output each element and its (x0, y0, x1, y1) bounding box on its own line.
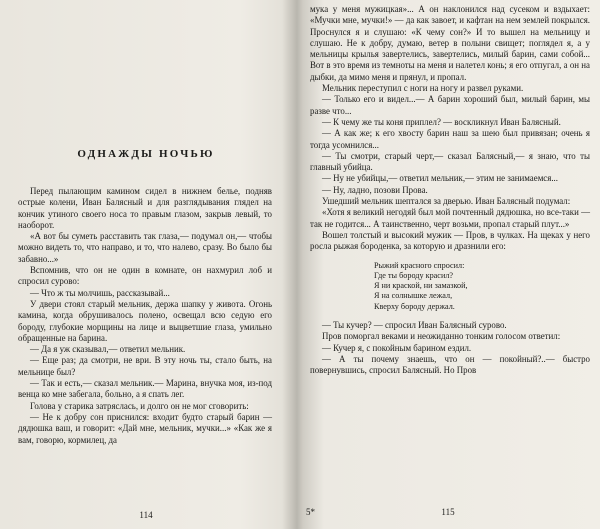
right-page-text (310, 4, 590, 377)
verse-line: Я ни краской, ни замазкой, (374, 281, 468, 291)
signature-mark: 5* (306, 507, 315, 517)
paragraph: — Что ж ты молчишь, рассказывай... (30, 287, 170, 298)
paragraph: — Не к добру сон приснился: входит будто старый барин — дядюшка ваш, и говорит: «Дай мне, мельник, мучки...» «Как же я вам, говорю, кормилец, да (18, 411, 272, 445)
paragraph: Ушедший мельник шептался за дверью. Иван Балясный подумал: (322, 196, 571, 207)
verse-line: Где ты бороду красил? (374, 270, 454, 280)
paragraph: — Только его и видел...— А барин хороший был, милый барин, мы разве что... (310, 94, 590, 116)
verse-line: Рыжий красного спросил: (374, 260, 465, 270)
paragraph: Перед пылающим камином сидел в нижнем белье, подняв острые колени, Иван Балясный и для разглядывания глядел на кончик утиного своего носа то правым глазом, закрыв левый, то наоборот. (18, 186, 272, 230)
page-number: 115 (441, 507, 455, 517)
left-page (0, 0, 292, 529)
paragraph: У двери стоял старый мельник, держа шапку у живота. Огонь камина, когда обрушивалось полено, освещал всю седую его бороду, глубокие морщины на лице и выцветшие глаза, умильно обращенные на барина. (18, 298, 272, 343)
page-number: 114 (139, 510, 153, 520)
paragraph: Вспомнив, что он не один в комнате, он нахмурил лоб и спросил сурово: (18, 265, 272, 287)
verse-block (374, 261, 590, 312)
story-title: ОДНАЖДЫ НОЧЬЮ (77, 148, 215, 160)
paragraph: мука у меня мужицкая»... А он наклонился над сусеком и вздыхает: «Мучки мне, мучки!» — да как завоет, и кафтан на нем землей покрылся. Проснулся я и слушаю: «К чему сон?» И то вышел на мельницу и слушаю. Не к добру, думаю, ветер в полыни свищет; поглядел я, а у мельницы крылья завертелись, завертелись, милый барин, сами собой... Вот в это время из темноты на меня и налетел конь; я его отпугал, а он на дыбки, да мимо меня и прянул, и пропал. (310, 4, 590, 82)
paragraph: — Ты смотри, старый черт,— сказал Балясный,— я знаю, что ты главный убийца. (310, 150, 590, 173)
paragraph: — К чему же ты коня приплел? — воскликнул Иван Балясный. (322, 116, 561, 127)
verse-line: Я на солнышке лежал, (374, 291, 453, 301)
right-page (296, 0, 600, 529)
paragraph: — Еще раз; да смотри, не ври. В эту ночь ты, стало быть, на мельнице был? (18, 355, 272, 377)
paragraph: — Ты кучер? — спросил Иван Балясный сурово. (322, 320, 507, 331)
paragraph: Пров поморгал веками и неожиданно тонким голосом ответил: (322, 331, 561, 342)
left-page-text (18, 186, 272, 446)
paragraph: — Да я уж сказывал,— ответил мельник. (30, 344, 186, 355)
paragraph: — Ну, ладно, позови Прова. (322, 184, 428, 195)
paragraph: — А ты почему знаешь, что он — покойный?..— быстро повернувшись, спросил Балясный. Но Пров (310, 353, 590, 376)
paragraph: Мельник переступил с ноги на ногу и развел руками. (322, 83, 524, 94)
paragraph: — Так и есть,— сказал мельник.— Марина, внучка моя, из-под венца ко мне забегала, больно, а я спать лег. (18, 378, 272, 400)
verse-line: Кверху бороду держал. (374, 301, 455, 311)
paragraph: «Хотя я великий негодяй был мой почтенный дядюшка, но все-таки — так не годится... А таинственно, черт возьми, пропал старый плут...» (310, 207, 590, 229)
paragraph: Голова у старика затряслась, и долго он не мог сговорить: (30, 400, 249, 411)
paragraph: Вошел толстый и высокий мужик — Пров, в чулках. На щеках у него росла рыжая бороденка, за которую и дразнили его: (310, 229, 590, 252)
paragraph: — Ну не убийцы,— ответил мельник,— этим не занимаемся... (322, 173, 558, 184)
paragraph: — Кучер я, с покойным барином ездил. (322, 342, 472, 353)
paragraph: «А вот бы суметь расставить так глаза,— подумал он,— чтобы можно видеть то, что направо, и то, что налево, сразу. Во было бы забавно...» (18, 231, 272, 264)
paragraph: — А как же; к его хвосту барин наш за шею был привязан; очень я тогда усомнился... (310, 128, 590, 150)
